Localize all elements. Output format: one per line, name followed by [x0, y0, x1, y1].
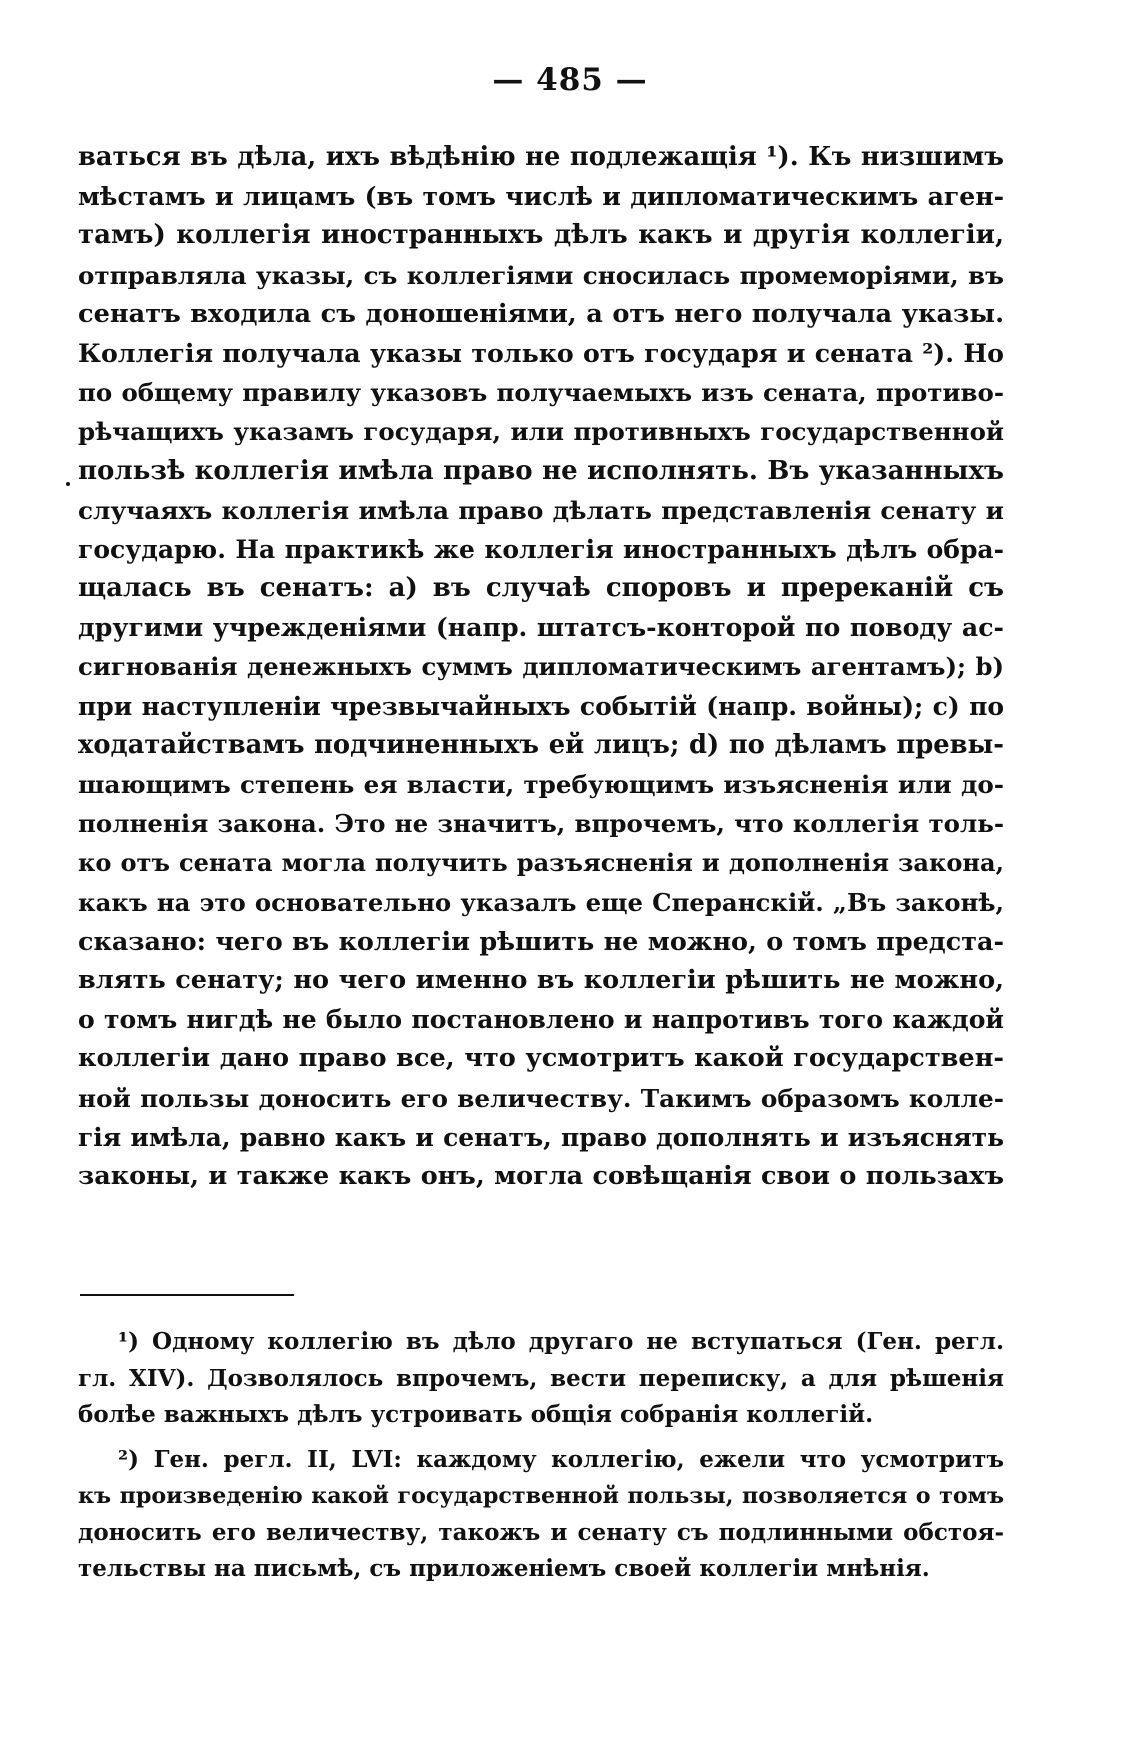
- text-line: по общему правилу указовъ получаемыхъ изъ сената, противо-: [78, 378, 1004, 408]
- text-line: Коллегія получала указы только отъ государя и сената ²). Но: [78, 337, 1004, 368]
- text-line: сенатъ входила съ доношеніями, а отъ него получала указы.: [78, 298, 1004, 329]
- footnotes: [78, 1324, 1004, 1588]
- text-line: законы, и также какъ онъ, могла совѣщанія свои о пользахъ: [78, 1160, 1004, 1191]
- text-line: мѣстамъ и лицамъ (въ томъ числѣ и дипломатическимъ аген-: [78, 181, 1004, 212]
- footnote-line: тельствы на письмѣ, съ приложеніемъ своей коллегіи мнѣнія.: [78, 1555, 930, 1582]
- footnote-line: ¹) Одному коллегію въ дѣло другаго не вступаться (Ген. регл.: [118, 1328, 1004, 1355]
- text-line: сигнованія денежныхъ суммъ дипломатическимъ агентамъ); b): [78, 652, 1004, 682]
- text-line: влять сенату; но чего именно въ коллегіи рѣшить не можно,: [78, 964, 1004, 995]
- footnote-line: гл. XIV). Дозволялось впрочемъ, вести переписку, а для рѣшенія: [78, 1364, 1004, 1392]
- text-line: государю. На практикѣ же коллегія иностранныхъ дѣлъ обра-: [78, 534, 1004, 564]
- text-line: при наступленіи чрезвычайныхъ событій (напр. войны); c) по: [78, 691, 1004, 721]
- text-line: рѣчащихъ указамъ государя, или противныхъ государственной: [78, 417, 1004, 447]
- text-line: другими учрежденіями (напр. штатсъ-конторой по поводу ас-: [78, 612, 1004, 643]
- footnote-line: болѣе важныхъ дѣлъ устроивать общія собранія коллегій.: [78, 1401, 874, 1428]
- text-line: отправляла указы, съ коллегіями сносилась промеморіями, въ: [78, 260, 1004, 290]
- text-line: коллегіи дано право все, что усмотритъ какой государствен-: [78, 1043, 1004, 1074]
- footnote-line: къ произведенію какой государственной пользы, позволяется о томъ: [78, 1483, 1004, 1509]
- text-line: случаяхъ коллегія имѣла право дѣлать представленія сенату и: [78, 495, 1004, 525]
- text-line: сказано: чего въ коллегіи рѣшить не можно, о томъ предста-: [78, 925, 1004, 956]
- footnote-1: [78, 1324, 1004, 1434]
- text-line: ходатайствамъ подчиненныхъ ей лицъ; d) по дѣламъ превы-: [78, 729, 1004, 760]
- main-text: [78, 138, 1004, 1196]
- print-speck: [66, 482, 70, 486]
- footnote-2: [78, 1442, 1004, 1588]
- text-line: ной пользы доносить его величеству. Такимъ образомъ колле-: [78, 1083, 1004, 1113]
- text-line: гія имѣла, равно какъ и сенатъ, право дополнять и изъяснять: [78, 1122, 1004, 1152]
- text-line: щалась въ сенатъ: a) въ случаѣ споровъ и пререканій съ: [78, 573, 1004, 604]
- page-number: — 485 —: [492, 62, 648, 98]
- text-line: какъ на это основательно указалъ еще Сперанскій. „Въ законѣ,: [78, 887, 1004, 917]
- footnote-line: ²) Ген. регл. II, LVI: каждому коллегію, ежели что усмотритъ: [118, 1445, 1004, 1473]
- footnote-line: доносить его величеству, такожъ и сенату съ подлинными обстоя-: [78, 1518, 1004, 1546]
- text-line: о томъ нигдѣ не было постановлено и напротивъ того каждой: [78, 1004, 1004, 1035]
- text-line: ваться въ дѣла, ихъ вѣдѣнію не подлежащія ¹). Къ низшимъ: [78, 142, 1004, 172]
- text-line: полненія закона. Это не значитъ, впрочемъ, что коллегія толь-: [78, 809, 1004, 839]
- text-line: шающимъ степень ея власти, требующимъ изъясненія или до-: [78, 770, 1004, 799]
- text-line: тамъ) коллегія иностранныхъ дѣлъ какъ и другія коллегіи,: [78, 220, 1004, 251]
- text-line: пользѣ коллегія имѣла право не исполнять. Въ указанныхъ: [78, 455, 1004, 486]
- text-line: ко отъ сената могла получить разъясненія и дополненія закона,: [78, 848, 1004, 878]
- footnote-separator: [80, 1294, 294, 1296]
